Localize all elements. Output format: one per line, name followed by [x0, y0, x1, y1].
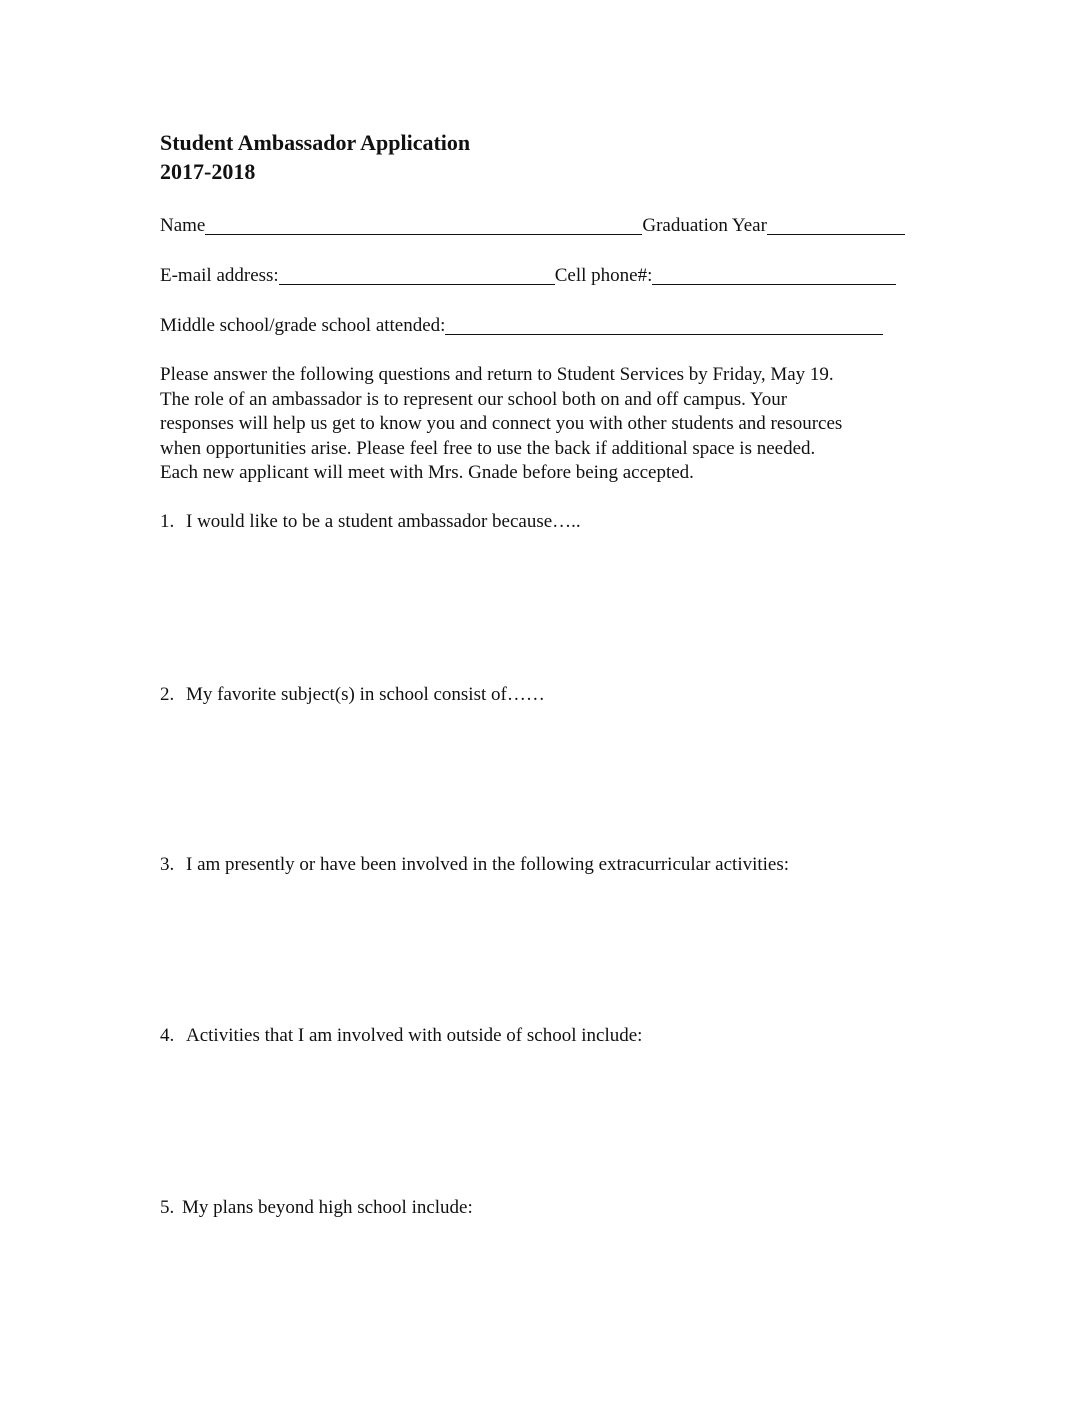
name-label: Name [160, 215, 206, 236]
instructions-line: Each new applicant will meet with Mrs. Gnade before being accepted. [160, 462, 694, 483]
contact-row [160, 264, 896, 288]
question-text: I am presently or have been involved in the following extracurricular activities: [186, 854, 790, 875]
cell-phone-field[interactable] [652, 266, 896, 285]
question-number: 4. [160, 1025, 175, 1046]
instructions-line: responses will help us get to know you and connect you with other students and resources [160, 413, 843, 434]
name-field[interactable] [205, 216, 642, 235]
question-number: 2. [160, 684, 175, 705]
question-1 [160, 510, 581, 534]
email-field[interactable] [279, 266, 555, 285]
question-text: My plans beyond high school include: [182, 1197, 473, 1218]
school-row [160, 314, 883, 338]
document-title: Student Ambassador Application [160, 130, 471, 155]
question-2 [160, 683, 545, 707]
instructions-line: The role of an ambassador is to represent our school both on and off campus. Your [160, 388, 788, 410]
instructions-line: Please answer the following questions and return to Student Services by Friday, May 19. [160, 364, 834, 385]
question-text: My favorite subject(s) in school consist of…… [186, 684, 545, 705]
document-year: 2017-2018 [160, 159, 256, 184]
name-row [160, 214, 905, 238]
email-label: E-mail address: [160, 265, 279, 286]
question-3 [160, 853, 789, 877]
graduation-year-field[interactable] [767, 216, 905, 235]
question-4 [160, 1024, 642, 1048]
question-text: Activities that I am involved with outside of school include: [186, 1025, 643, 1046]
instructions-paragraph [160, 363, 940, 486]
cell-phone-label: Cell phone#: [554, 265, 653, 286]
instructions-line: when opportunities arise. Please feel free to use the back if additional space is needed. [160, 437, 816, 459]
question-5 [160, 1196, 473, 1220]
question-number: 3. [160, 854, 175, 875]
graduation-year-label: Graduation Year [642, 215, 767, 236]
question-number: 1. [160, 511, 175, 532]
question-text: I would like to be a student ambassador because….. [186, 511, 581, 532]
question-number: 5. [160, 1197, 175, 1218]
school-attended-field[interactable] [445, 316, 883, 335]
school-attended-label: Middle school/grade school attended: [160, 315, 446, 336]
